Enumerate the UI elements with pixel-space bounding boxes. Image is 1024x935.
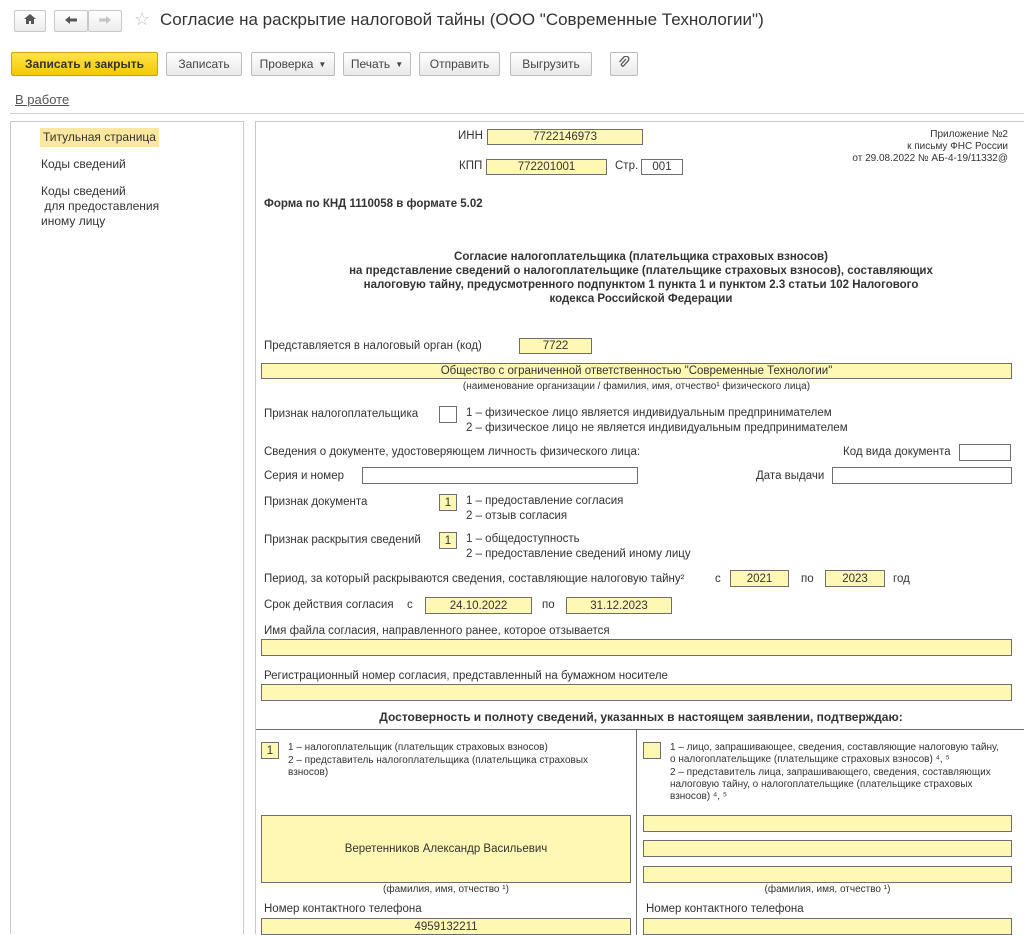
right-phone-field[interactable] (643, 918, 1012, 935)
export-label: Выгрузить (522, 57, 580, 71)
chevron-down-icon: ▼ (318, 59, 327, 69)
series-field[interactable] (362, 467, 638, 484)
representative-option: 1 – лицо, запрашивающее, сведения, составляющие налоговую тайну, (670, 742, 999, 753)
check-button[interactable] (251, 52, 335, 76)
representative-option: взносов) ⁴, ⁵ (670, 791, 727, 802)
home-icon (23, 12, 37, 30)
issue-date-label: Дата выдачи (756, 470, 825, 482)
save-button[interactable] (166, 52, 242, 76)
id-doc-label: Сведения о документе, удостоверяющем личность физического лица: (264, 446, 641, 458)
header-divider (10, 113, 1024, 114)
sidebar-item-label: Коды сведений (41, 157, 126, 171)
validity-label: Срок действия согласия (264, 599, 394, 611)
validity-from-label: с (407, 599, 413, 611)
save-and-close-button[interactable] (11, 52, 158, 76)
revoked-file-field[interactable] (261, 639, 1012, 656)
disclosure-option: 2 – предоставление сведений иному лицу (466, 548, 691, 560)
confirm-divider (256, 729, 1024, 730)
window-title: Согласие на раскрытие налоговой тайны (ООО "Современные Технологии") (160, 10, 764, 29)
fio-field[interactable]: Веретенников Александр Васильевич (261, 815, 631, 883)
signer-option: 1 – налогоплательщик (плательщик страховых взносов) (288, 742, 548, 753)
validity-from-field[interactable]: 24.10.2022 (425, 597, 532, 614)
disclosure-option: 1 – общедоступность (466, 533, 580, 545)
print-button[interactable] (343, 52, 411, 76)
right-fio-field[interactable] (643, 815, 1012, 832)
inn-label: ИНН (458, 130, 483, 142)
doc-sign-option: 1 – предоставление согласия (466, 495, 624, 507)
page-label: Стр. (615, 160, 639, 172)
form-panel (255, 121, 1024, 934)
tax-office-field[interactable]: 7722 (519, 338, 592, 354)
chevron-down-icon: ▼ (395, 59, 404, 69)
period-from-field[interactable]: 2021 (730, 570, 789, 587)
save-label: Записать (178, 57, 230, 71)
phone-label: Номер контактного телефона (264, 903, 422, 915)
doc-type-field[interactable] (959, 444, 1011, 461)
org-name-field[interactable]: Общество с ограниченной ответственностью "Современные Технологии" (261, 363, 1012, 379)
signer-option: взносов) (288, 767, 329, 778)
status-link[interactable]: В работе (15, 92, 70, 107)
representative-field[interactable] (643, 742, 661, 759)
kpp-field[interactable]: 772201001 (486, 159, 607, 175)
series-label: Серия и номер (264, 470, 345, 482)
sidebar-item-info-codes[interactable] (41, 157, 126, 172)
tax-office-label: Представляется в налоговый орган (код) (264, 340, 482, 352)
appendix-line: к письму ФНС России (907, 141, 1008, 152)
reg-number-field[interactable] (261, 684, 1012, 701)
confirm-heading: Достоверность и полноту сведений, указанных в настоящем заявлении, подтверждаю: (379, 710, 903, 724)
taxpayer-sign-label: Признак налогоплательщика (264, 408, 419, 420)
representative-option: налоговую тайну, о налогоплательщике (плательщике страховых (670, 779, 973, 790)
form-heading-line: Согласие налогоплательщика (плательщика страховых взносов) (454, 251, 828, 263)
org-name-caption: (наименование организации / фамилия, имя, отчество¹ физического лица) (462, 381, 811, 392)
signer-option: 2 – представитель налогоплательщика (плательщика страховых (288, 755, 589, 766)
send-button[interactable] (419, 52, 500, 76)
sidebar-item-label: Титульная страница (43, 130, 156, 144)
representative-option: о налогоплательщике (плательщике страховых взносов) ⁴, ⁵ (670, 754, 950, 765)
taxpayer-sign-option: 2 – физическое лицо не является индивидуальным предпринимателем (466, 422, 848, 434)
sidebar-item-label: иному лицу (41, 214, 106, 228)
taxpayer-sign-option: 1 – физическое лицо является индивидуальным предпринимателем (466, 407, 832, 419)
attach-button[interactable] (610, 52, 638, 76)
sidebar-item-title-page[interactable] (40, 128, 159, 147)
check-label: Проверка (259, 57, 314, 71)
right-fio-caption: (фамилия, имя, отчество ¹) (764, 884, 891, 895)
kpp-label: КПП (459, 160, 483, 172)
send-label: Отправить (429, 57, 490, 71)
representative-option: 2 – представитель лица, запрашивающего, сведения, составляющих (670, 767, 991, 778)
favorite-star-icon[interactable]: ☆ (134, 9, 151, 29)
sidebar-item-info-codes-other-person[interactable] (41, 184, 159, 229)
issue-date-field[interactable] (832, 467, 1012, 484)
period-to-label: по (801, 573, 814, 585)
right-fio-field[interactable] (643, 866, 1012, 883)
page-field[interactable]: 001 (641, 159, 683, 175)
appendix-line: от 29.08.2022 № АБ-4-19/11332@ (852, 153, 1008, 164)
arrow-left-icon (64, 12, 78, 30)
arrow-right-icon (98, 12, 112, 30)
export-button[interactable] (510, 52, 592, 76)
print-label: Печать (350, 57, 391, 71)
sidebar-item-label: Коды сведений (41, 184, 126, 198)
sidebar (10, 121, 244, 934)
revoked-file-label: Имя файла согласия, направленного ранее, которое отзывается (264, 625, 610, 637)
form-code: Форма по КНД 1110058 в формате 5.02 (264, 198, 483, 210)
appendix-line: Приложение №2 (930, 129, 1008, 140)
fio-caption: (фамилия, имя, отчество ¹) (383, 884, 509, 895)
disclosure-sign-field[interactable]: 1 (439, 532, 457, 549)
period-from-label: с (715, 573, 721, 585)
period-label: Период, за который раскрываются сведения, составляющие налоговую тайну² (264, 573, 685, 585)
disclosure-sign-label: Признак раскрытия сведений (264, 534, 421, 546)
taxpayer-sign-field[interactable] (439, 406, 457, 423)
period-year-label: год (893, 573, 910, 585)
doc-sign-option: 2 – отзыв согласия (466, 510, 568, 522)
back-button[interactable] (54, 10, 88, 32)
forward-button[interactable] (88, 10, 122, 32)
validity-to-field[interactable]: 31.12.2023 (566, 597, 672, 614)
doc-type-label: Код вида документа (843, 446, 951, 458)
reg-number-label: Регистрационный номер согласия, представленный на бумажном носителе (264, 670, 668, 682)
period-to-field[interactable]: 2023 (825, 570, 885, 587)
doc-sign-label: Признак документа (264, 496, 368, 508)
confirm-column-divider (636, 729, 637, 935)
sidebar-item-label: для предоставления (41, 199, 160, 213)
form-heading-line: налоговую тайну, предусмотренного подпунктом 1 пункта 1 и пунктом 2.3 статьи 102 Налогового (363, 279, 919, 291)
inn-field[interactable]: 7722146973 (487, 129, 643, 145)
save-and-close-label: Записать и закрыть (25, 57, 144, 71)
right-fio-field[interactable] (643, 840, 1012, 857)
right-phone-label: Номер контактного телефона (646, 903, 804, 915)
phone-field[interactable]: 4959132211 (261, 918, 631, 935)
form-heading-line: кодекса Российской Федерации (549, 293, 733, 305)
paperclip-icon (618, 56, 630, 73)
home-button[interactable] (14, 10, 46, 32)
form-heading-line: на представление сведений о налогоплательщике (плательщике страховых взносов), составляющих (349, 265, 933, 277)
validity-to-label: по (542, 599, 555, 611)
doc-sign-field[interactable]: 1 (439, 494, 457, 511)
signer-field[interactable]: 1 (261, 742, 279, 759)
